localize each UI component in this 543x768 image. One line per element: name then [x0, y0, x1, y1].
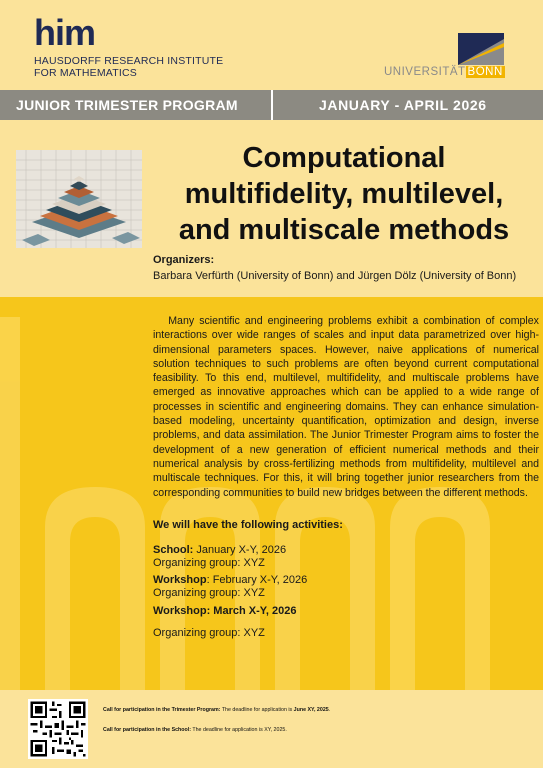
program-band — [0, 90, 543, 120]
workshop-1-date: : February X-Y, 2026 — [206, 574, 308, 586]
activity-workshop-march — [153, 605, 296, 618]
institute-name — [34, 55, 223, 79]
call-trimester-text: The deadline for application is — [220, 707, 294, 713]
header — [0, 0, 543, 90]
school-group: Organizing group: XYZ — [153, 556, 265, 569]
abstract-text: Many scientific and engineering problems exhibit a combination of complex interactions over wide ranges of scales and input data parametrized over high-dimensional parameters spaces. However, naive applications of numerical solution techniques to such problems are often beyond current computational feasibility. To this end, multilevel, multifidelity, and multiscale problems have emerged as innovative approaches which can be applied to a wide range of processes in scientific and engineering domains. They can enhance simulation-based modeling, uncertainty quantification, optimization and design, inverse problems, and data assimilation. The Junior Trimester Program aims to foster the development of a new generation of efficient numerical methods and their numerical analysis by cross-fertilizing methods from multifidelity, multilevel and multiscale techniques. For this, it will bring together junior researchers from the corresponding communities to build new bridges between the different methods. — [153, 315, 539, 499]
activities-heading: We will have the following activities: — [153, 519, 343, 531]
call-trimester-end: . — [328, 707, 331, 713]
him-logo — [34, 16, 114, 48]
call-school-label: Call for participation in the School: — [103, 727, 191, 733]
layered-grid-illustration — [16, 150, 142, 248]
workshop-2-label: Workshop: March X-Y, 2026 — [153, 605, 297, 617]
activity-school — [153, 544, 286, 569]
school-label: School: — [153, 544, 194, 556]
institute-line-1: HAUSDORFF RESEARCH INSTITUTE — [34, 55, 224, 67]
call-trimester-date: June XY, 2025 — [293, 707, 329, 713]
workshop-2-group: Organizing group: XYZ — [153, 627, 265, 639]
program-dates: JANUARY - APRIL 2026 — [319, 97, 487, 113]
title-line-2: multifidelity, multilevel, — [184, 178, 504, 210]
program-abstract — [153, 314, 539, 500]
band-divider — [271, 90, 273, 120]
call-school-text: The deadline for application is XY, 2025. — [191, 727, 287, 733]
school-date: January X-Y, 2026 — [196, 544, 287, 556]
organizers-names: Barbara Verfürth (University of Bonn) and Jürgen Dölz (University of Bonn) — [153, 270, 517, 282]
qr-code[interactable] — [28, 699, 88, 759]
program-title — [145, 140, 543, 248]
bonn-logo-mark — [458, 33, 504, 65]
workshop-1-group: Organizing group: XYZ — [153, 586, 265, 599]
title-line-3: and multiscale methods — [178, 214, 510, 246]
call-trimester — [103, 707, 330, 714]
institute-line-2: FOR MATHEMATICS — [34, 67, 137, 79]
call-school — [103, 727, 287, 734]
organizers-label: Organizers: — [153, 254, 215, 266]
program-name: JUNIOR TRIMESTER PROGRAM — [16, 97, 238, 113]
bonn-word: BONN — [467, 66, 503, 78]
call-trimester-label: Call for participation in the Trimester Program: — [103, 707, 221, 713]
workshop-1-label: Workshop — [153, 574, 207, 586]
university-bonn-label — [384, 66, 505, 78]
university-word: UNIVERSITÄT — [384, 66, 466, 78]
title-line-1: Computational — [242, 142, 446, 174]
activity-workshop-february — [153, 574, 307, 599]
him-logo-text: him — [34, 16, 96, 48]
